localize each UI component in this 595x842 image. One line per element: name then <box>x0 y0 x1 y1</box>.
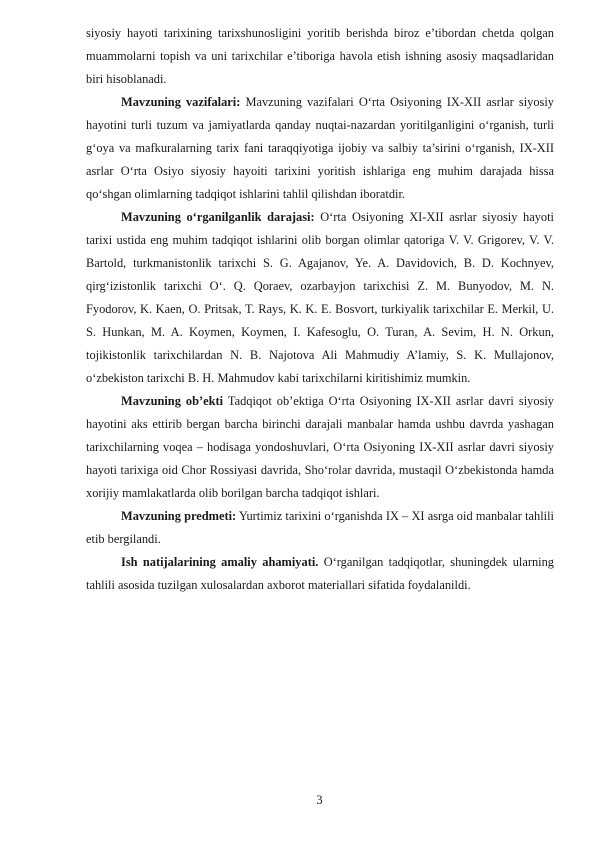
paragraph-subject <box>86 505 554 551</box>
paragraph-tasks <box>86 91 554 206</box>
heading-study-level: Mavzuning o‘rganilganlik darajasi: <box>121 210 315 224</box>
document-body <box>86 22 554 597</box>
heading-subject: Mavzuning predmeti: <box>121 509 237 523</box>
paragraph-practical-value-text: O‘rganilgan tadqiqotlar, shuningdek ularning tahlili asosida tuzilgan xulosalardan axborot materiallari sifatida foydalanildi. <box>86 555 555 592</box>
paragraph-object <box>86 390 554 505</box>
paragraph-practical-value <box>86 551 554 597</box>
heading-tasks: Mavzuning vazifalari: <box>121 95 241 109</box>
paragraph-subject-text: Yurtimiz tarixini o‘rganishda IX – XI asrga oid manbalar tahlili etib bergilandi. <box>86 509 554 546</box>
paragraph-intro-text: siyosiy hayoti tarixining tarixshunosligini yoritib berishda biroz e’tibordan chetda qolgan muammolarni topish va uni tarixchilar e’tiboriga havola etish ishning asosiy maqsadlaridan biri hisoblanadi. <box>86 26 554 86</box>
page-number <box>0 792 595 808</box>
heading-object: Mavzuning ob’ekti <box>121 394 224 408</box>
paragraph-object-text: Tadqiqot ob’ektiga O‘rta Osiyoning IX-XII asrlar davri siyosiy hayotini aks ettirib bergan barcha birinchi darajali manbalar hamda ushbu davrda yashagan tarixchilarning voqea – hodisaga yondoshuvlari, O‘rta Osiyoning IX-XII asrlar davri siyosiy hayoti tarixiga oid Chor Rossiyasi davrida, Sho‘rolar davrida, mustaqil O‘zbekistonda hamda xorijiy mamlakatlarda olib borilgan barcha tadqiqot ishlari. <box>86 394 554 500</box>
paragraph-study-level <box>86 206 554 390</box>
paragraph-intro <box>86 22 554 91</box>
paragraph-study-level-text: O‘rta Osiyoning XI-XII asrlar siyosiy hayoti tarixi ustida eng muhim tadqiqot ishlarini olib borgan olimlar qatoriga V. V. Grigorev, V. V. Bartold, turkmanistonlik tarixchi S. G. Agajanov, Ye. A. Davidovich, B. D. Kochnyev, qirg‘izistonlik tarixchi O‘. Q. Qoraev, ozarbayjon tarixchisi Z. M. Bunyodov, M. N. Fyodorov, K. Kaen, O. Pritsak, T. Rays, K. K. E. Bosvort, turkiyalik tarixchilar E. Merkil, U. S. Hunkan, M. A. Koymen, Koymen, I. Kafesoglu, O. Turan, A. Sevim, H. N. Orkun, tojikistonlik tarixchilardan N. B. Najotova Ali Mahmudiy A’lamiy, S. K. Mullajonov, o‘zbekiston tarixchi B. H. Mahmudov kabi tarixchilarni kiritishimiz mumkin. <box>86 210 554 385</box>
paragraph-tasks-text: Mavzuning vazifalari O‘rta Osiyoning IX-XII asrlar siyosiy hayotini turli tuzum va jamiyatlarda qanday nuqtai-nazardan yoritilganligini o‘rganish, turli g‘oya va mafkuralarning tarix fani taraqqiyotiga ijobiy va salbiy ta’sirini o‘rganish, IX-XII asrlar O‘rta Osiyo siyosiy hayoiti tarixini yoritish ishlariga eng muhim darajada hissa qo‘shgan olimlarning tadqiqot ishlarini tahlil qilishdan iboratdir. <box>86 95 555 201</box>
heading-practical-value: Ish natijalarining amaliy ahamiyati. <box>121 555 319 569</box>
page-number-text: 3 <box>316 793 323 807</box>
